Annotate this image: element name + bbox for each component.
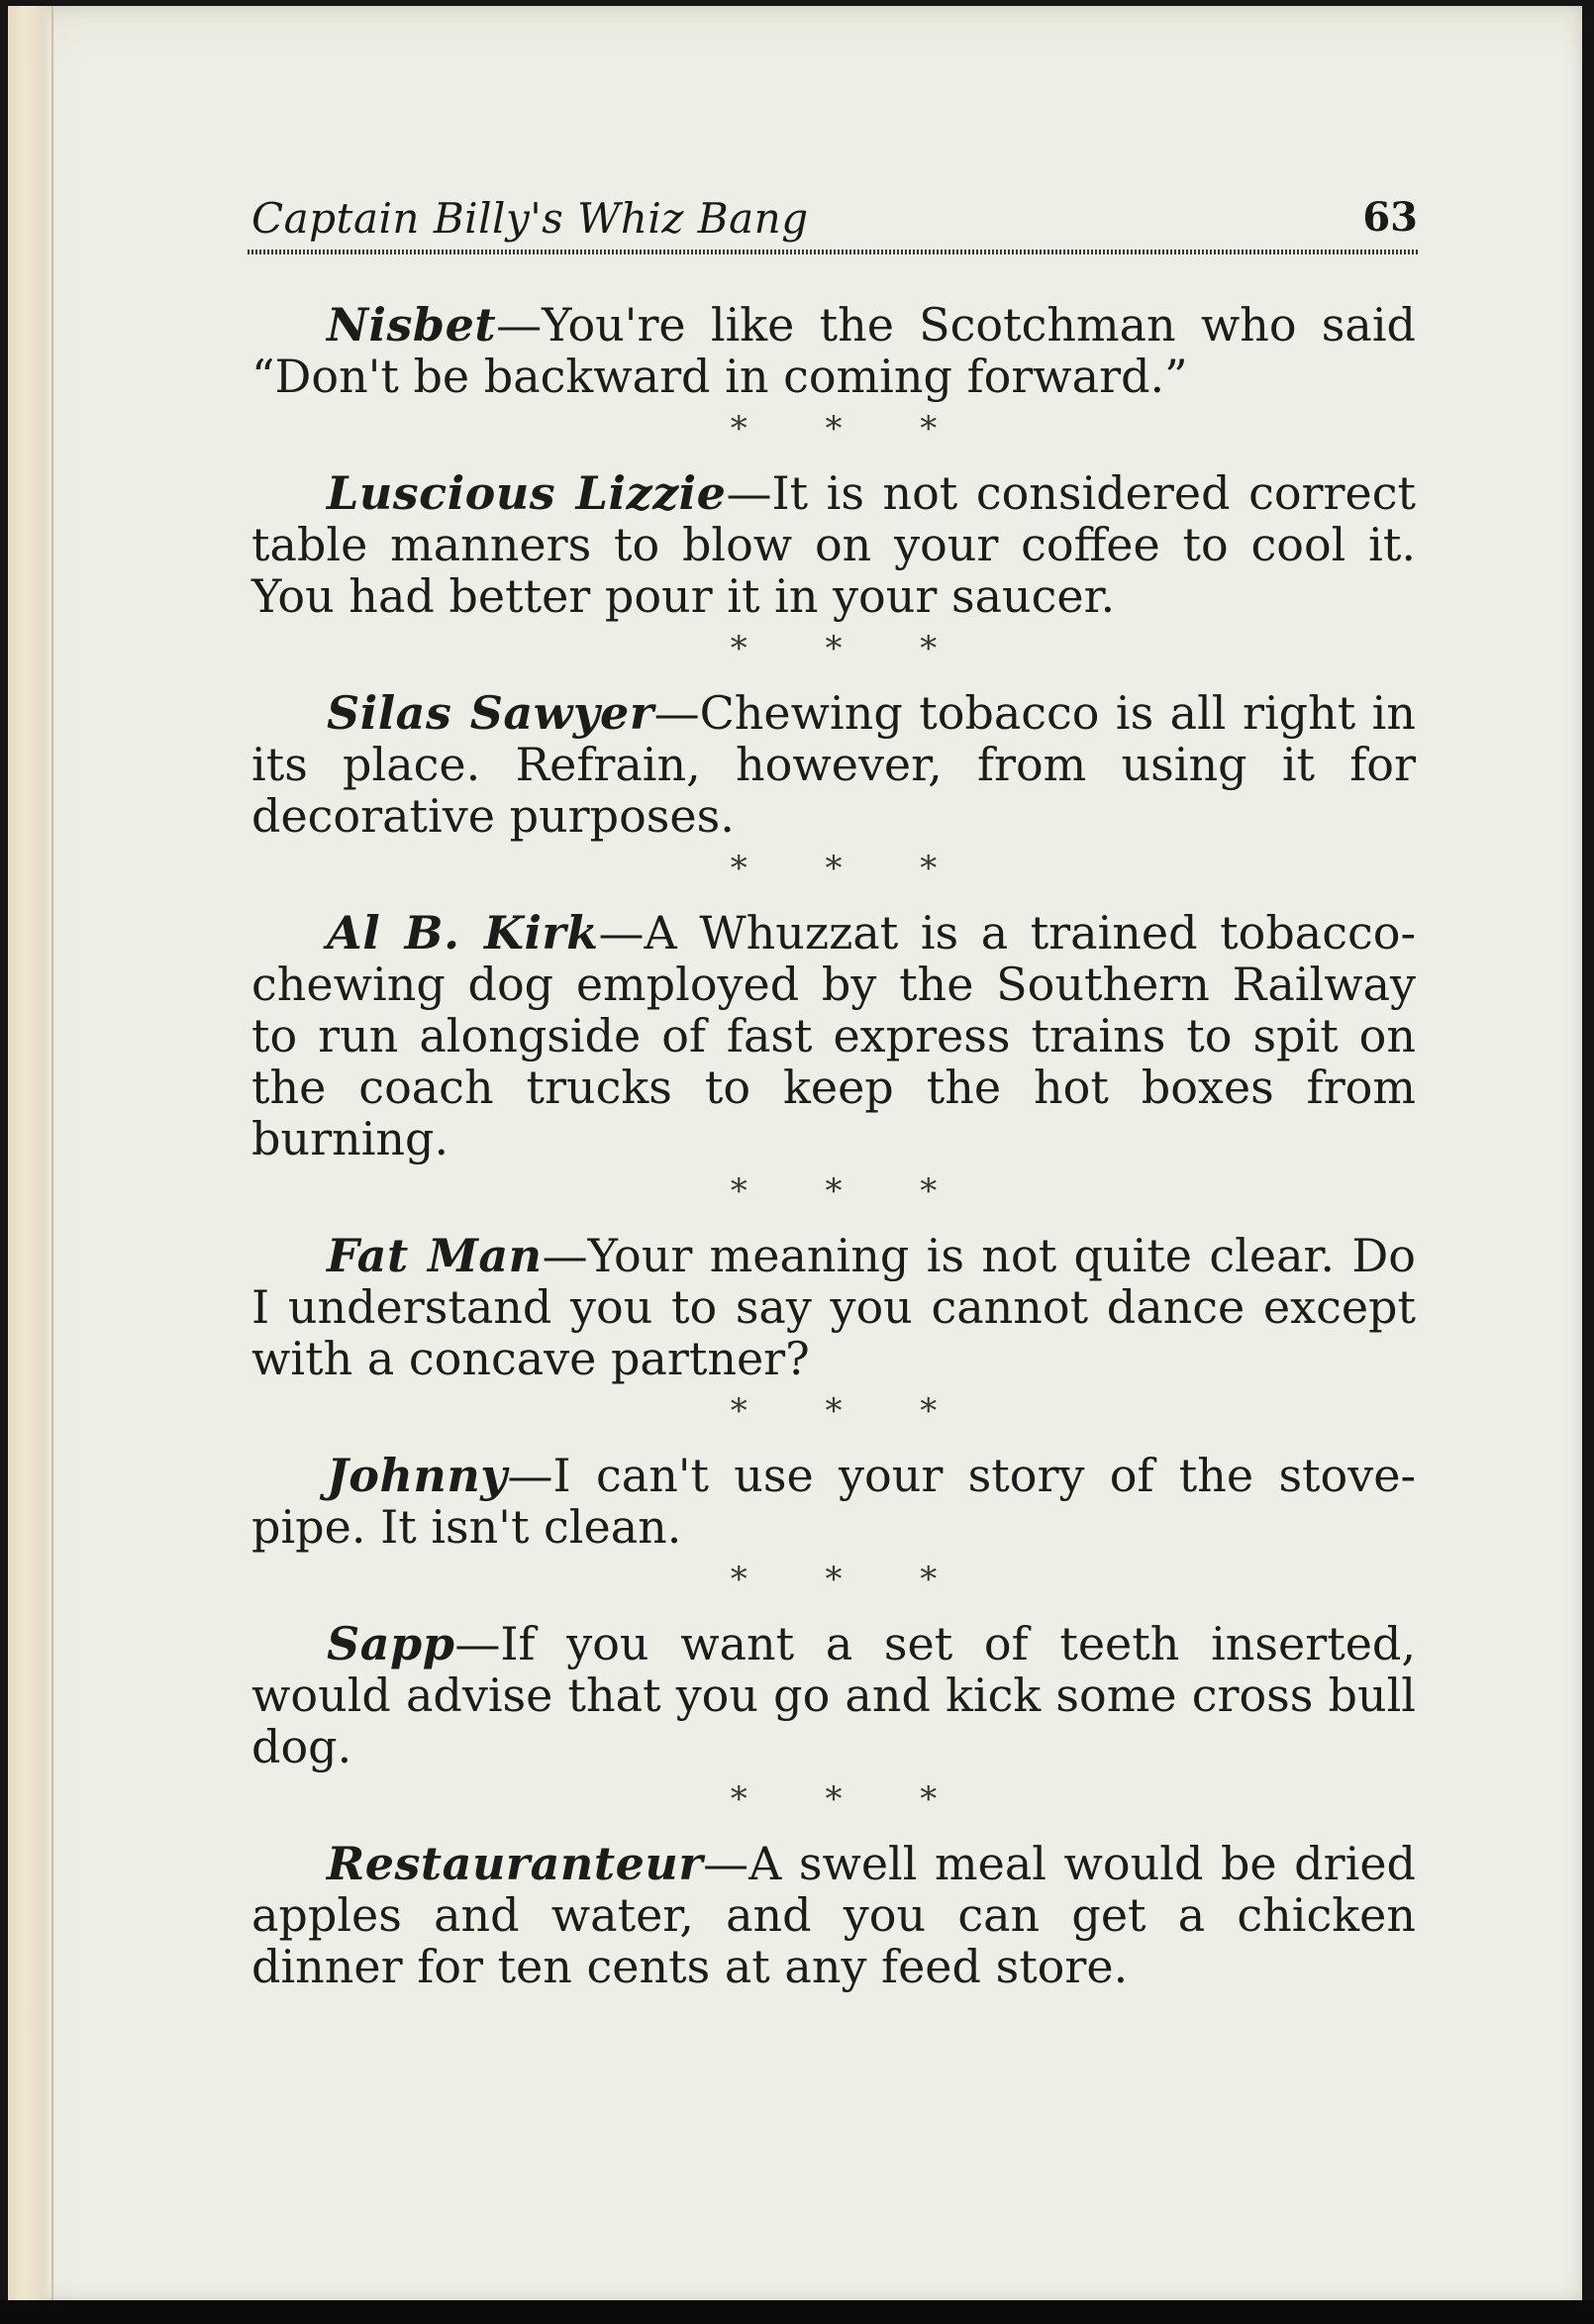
- book-page: [8, 6, 1582, 2301]
- running-title: Captain Billy's Whiz Bang: [251, 194, 809, 243]
- entry-text: —Chewing tobacco is all right in its place. Refrain, however, from using it for decorative purposes.: [251, 686, 1416, 843]
- entry-text: —A Whuzzat is a trained tobacco-chewing dog employed by the Southern Railway to run alongside of fast express trains to spit on the coach trucks to keep the hot boxes from burning.: [251, 906, 1416, 1165]
- entry-text: —Your meaning is not quite clear. Do I understand you to say you cannot dance except with a concave partner?: [251, 1229, 1416, 1385]
- scan-bottom-border: [0, 2300, 1594, 2324]
- asterism-separator: * * *: [730, 1560, 971, 1599]
- entry-text: —If you want a set of teeth inserted, would advise that you go and kick some cross bull dog.: [251, 1617, 1416, 1773]
- asterism-separator: * * *: [730, 1171, 971, 1211]
- entry-text: —A swell meal would be dried apples and water, and you can get a chicken dinner for ten cents at any feed store.: [251, 1837, 1416, 1993]
- entry-name: Silas Sawyer: [327, 686, 654, 740]
- entry-text: —It is not considered correct table manners to blow on your coffee to cool it. You had better pour it in your saucer.: [251, 466, 1417, 623]
- entry-nisbet: [251, 299, 1416, 402]
- entry-al-b-kirk: [251, 907, 1416, 1164]
- entry-name: Nisbet: [327, 298, 497, 352]
- entry-fat-man: [251, 1230, 1416, 1384]
- entry-name: Al B. Kirk: [327, 906, 599, 960]
- page-header: [248, 194, 1418, 255]
- page-number: 63: [1362, 194, 1418, 241]
- entry-name: Restauranteur: [327, 1837, 704, 1890]
- entry-text: —You're like the Scotchman who said “Don't be backward in coming forward.”: [251, 298, 1416, 403]
- entry-johnny: [251, 1450, 1416, 1553]
- entry-luscious-lizzie: [251, 467, 1416, 622]
- entry-name: Johnny: [327, 1449, 508, 1502]
- asterism-separator: * * *: [730, 629, 971, 668]
- entry-silas-sawyer: [251, 687, 1416, 842]
- page-body: [251, 299, 1416, 1992]
- entry-restauranteur: [251, 1838, 1416, 1992]
- header-dotted-rule: [248, 250, 1418, 254]
- page-spine-edge: [8, 6, 53, 2301]
- entry-sapp: [251, 1618, 1416, 1772]
- entry-text: —I can't use your story of the stovepipe. It isn't clean.: [251, 1449, 1416, 1554]
- asterism-separator: * * *: [730, 1779, 971, 1819]
- entry-name: Luscious Lizzie: [327, 466, 727, 520]
- entry-name: Sapp: [327, 1617, 455, 1670]
- asterism-separator: * * *: [730, 849, 971, 888]
- entry-name: Fat Man: [327, 1229, 543, 1282]
- asterism-separator: * * *: [730, 1391, 971, 1431]
- asterism-separator: * * *: [730, 409, 971, 449]
